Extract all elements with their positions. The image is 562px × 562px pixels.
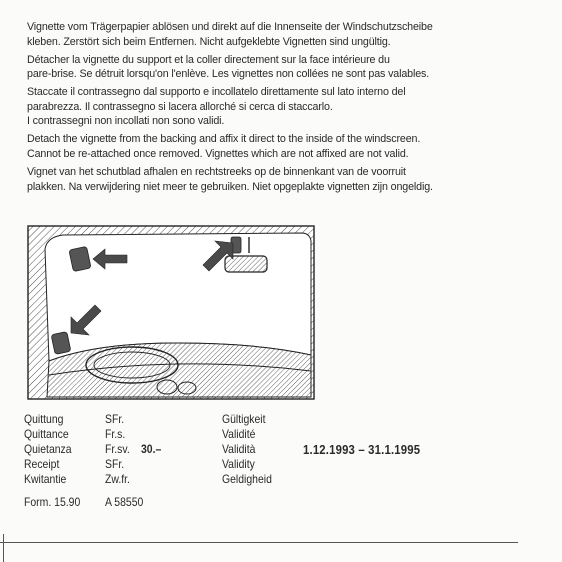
instruction-line: parabrezza. Il contrassegno si lacera allorché si cerca di staccarlo. <box>27 100 333 113</box>
validity-labels <box>222 412 272 487</box>
dashboard <box>47 343 311 397</box>
currency-label: SFr. <box>105 458 125 471</box>
receipt-label: Quittance <box>24 428 69 441</box>
instruction-line: pare-brise. Se détruit lorsqu'on l'enlève. Les vignettes non collées ne sont pas valables. <box>27 68 430 81</box>
bottom-divider <box>0 542 518 543</box>
currency-label: Fr.sv. <box>105 443 130 456</box>
validity-label: Geldigheid <box>222 473 272 486</box>
receipt-label: Quittung <box>24 413 64 426</box>
currency-label: SFr. <box>105 413 125 426</box>
instruction-line: Vignette vom Trägerpapier ablösen und direkt auf die Innenseite der Windschutzscheibe <box>27 21 433 33</box>
receipt-label: Kwitantie <box>24 473 67 486</box>
validity-label: Validité <box>222 428 256 441</box>
instructions-dutch <box>27 165 516 194</box>
receipt-label: Receipt <box>24 458 60 471</box>
form-id: Form. 15.90 <box>24 496 81 509</box>
instruction-line: Detach the vignette from the backing and affix it direct to the inside of the windscreen. <box>27 133 421 146</box>
receipt-label: Quietanza <box>24 443 72 456</box>
validity-label: Validità <box>222 443 256 456</box>
windscreen-placement-diagram <box>27 225 317 401</box>
instructions-english <box>27 132 516 161</box>
instruction-line: kleben. Zerstört sich beim Entfernen. Nicht aufgeklebte Vignetten sind ungültig. <box>27 35 391 48</box>
validity-label: Gültigkeit <box>222 413 266 426</box>
instruction-line: Cannot be re-attached once removed. Vignettes which are not affixed are not valid. <box>27 147 409 160</box>
instruction-line: plakken. Na verwijdering niet meer te gebruiken. Niet opgeplakte vignetten zijn ongeldig. <box>27 180 433 193</box>
instruction-line: I contrassegni non incollati non sono validi. <box>27 115 225 128</box>
currency-label: Fr.s. <box>105 428 126 441</box>
instruction-line: Détacher la vignette du support et la coller directement sur la face intérieure du <box>27 53 390 66</box>
instruction-line: Vignet van het schutblad afhalen en rechtstreeks op de binnenkant van de voorruit <box>27 165 406 178</box>
receipt-labels <box>24 412 72 487</box>
instructions-french <box>27 53 516 82</box>
instructions-block <box>27 20 516 197</box>
serial-number: A 58550 <box>105 496 144 509</box>
instruction-line: Staccate il contrassegno dal supporto e incollatelo direttamente sul lato interno del <box>27 86 406 99</box>
validity-label: Validity <box>222 458 255 471</box>
currency-label: Zw.fr. <box>105 473 130 486</box>
instructions-german <box>27 20 516 49</box>
left-divider <box>3 534 4 562</box>
validity-range: 1.12.1993 – 31.1.1995 <box>303 443 421 457</box>
instructions-italian <box>27 85 516 129</box>
receipt-and-validity <box>24 412 420 507</box>
currency-labels <box>105 412 130 487</box>
amount-value: 30.– <box>141 443 162 456</box>
